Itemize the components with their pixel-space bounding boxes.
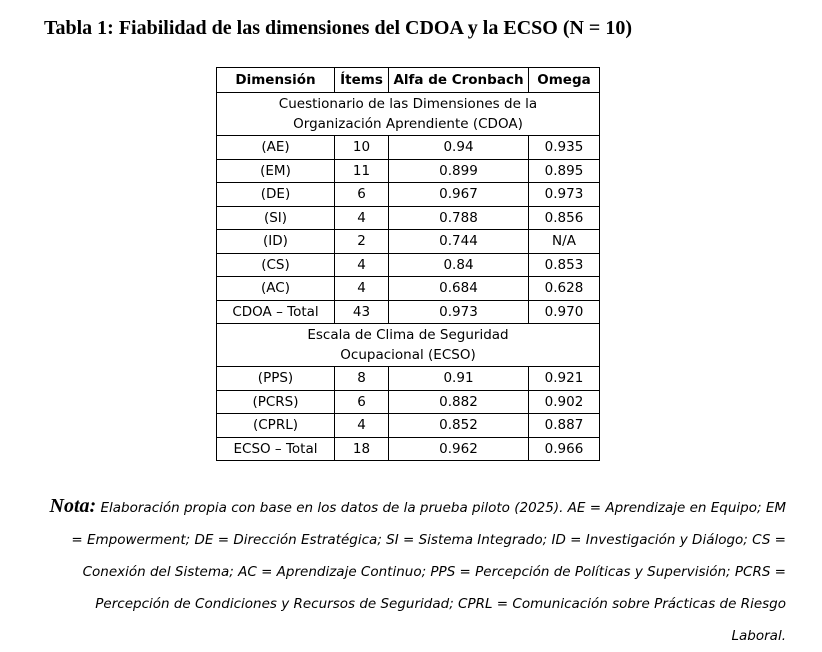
cell-items: 4 [335,253,389,277]
table-row [217,230,600,254]
cell-items: 4 [335,277,389,301]
table-note [40,490,786,652]
cell-omega: 0.966 [529,437,600,461]
header-dimension: Dimensión [217,68,335,93]
cell-dimension: (PPS) [217,367,335,391]
cell-items: 43 [335,300,389,324]
cell-cronbach-alpha: 0.852 [389,414,529,438]
cell-omega: 0.921 [529,367,600,391]
table-row [217,253,600,277]
cell-cronbach-alpha: 0.91 [389,367,529,391]
section-header-row [217,93,600,136]
cell-dimension: (PCRS) [217,390,335,414]
cell-cronbach-alpha: 0.684 [389,277,529,301]
table-row [217,367,600,391]
cell-items: 2 [335,230,389,254]
section-label-line1: Cuestionario de las Dimensiones de la [278,96,538,112]
section-header-row [217,324,600,367]
cell-items: 8 [335,367,389,391]
cell-omega: 0.973 [529,183,600,207]
reliability-table [216,67,600,461]
cell-cronbach-alpha: 0.882 [389,390,529,414]
table-header-row [217,68,600,93]
cell-cronbach-alpha: 0.973 [389,300,529,324]
cell-cronbach-alpha: 0.962 [389,437,529,461]
table-row [217,277,600,301]
cell-dimension: (EM) [217,159,335,183]
note-text: Elaboración propia con base en los datos de la prueba piloto (2025). AE = Aprendizaje en Equipo; EM = Empowerment; DE = Dirección Estratégica; SI = Sistema Integrado; ID = Investigación y Diálogo; CS = Conexión del Sistema; AC = Aprendizaje Continuo; PPS = Percepción de Políticas y Supervisión; PCRS = Percepción de Condiciones y Recursos de Seguridad; CPRL = Comunicación sobre Prácticas de Riesgo Laboral. [71,500,786,644]
table-body [217,93,600,461]
cell-omega: 0.935 [529,136,600,160]
cell-cronbach-alpha: 0.84 [389,253,529,277]
cell-dimension: ECSO – Total [217,437,335,461]
cell-dimension: (DE) [217,183,335,207]
header-cronbach-alpha: Alfa de Cronbach [389,68,529,93]
section-label [217,324,600,367]
table-row [217,437,600,461]
table-row [217,206,600,230]
cell-dimension: (SI) [217,206,335,230]
cell-dimension: (CPRL) [217,414,335,438]
cell-items: 4 [335,206,389,230]
header-items: Ítems [335,68,389,93]
cell-cronbach-alpha: 0.94 [389,136,529,160]
cell-dimension: (AE) [217,136,335,160]
cell-cronbach-alpha: 0.899 [389,159,529,183]
section-label [217,93,600,136]
cell-cronbach-alpha: 0.788 [389,206,529,230]
cell-omega: 0.856 [529,206,600,230]
table-title: Tabla 1: Fiabilidad de las dimensiones del CDOA y la ECSO (N = 10) [44,17,632,39]
cell-cronbach-alpha: 0.744 [389,230,529,254]
table-row [217,390,600,414]
header-omega: Omega [529,68,600,93]
cell-items: 6 [335,183,389,207]
cell-items: 10 [335,136,389,160]
cell-dimension: (ID) [217,230,335,254]
cell-omega: 0.895 [529,159,600,183]
section-label-line2: Organización Aprendiente (CDOA) [293,116,523,132]
table-row [217,136,600,160]
section-label-line1: Escala de Clima de Seguridad [307,327,509,343]
cell-omega: 0.853 [529,253,600,277]
note-label: Nota: [49,495,97,517]
cell-omega: 0.887 [529,414,600,438]
table-row [217,159,600,183]
cell-cronbach-alpha: 0.967 [389,183,529,207]
table-row [217,414,600,438]
cell-dimension: (AC) [217,277,335,301]
cell-items: 6 [335,390,389,414]
table-row [217,183,600,207]
cell-items: 4 [335,414,389,438]
cell-omega: N/A [529,230,600,254]
cell-items: 11 [335,159,389,183]
cell-dimension: (CS) [217,253,335,277]
section-label-line2: Ocupacional (ECSO) [340,347,476,363]
cell-omega: 0.902 [529,390,600,414]
cell-omega: 0.628 [529,277,600,301]
cell-items: 18 [335,437,389,461]
cell-omega: 0.970 [529,300,600,324]
cell-dimension: CDOA – Total [217,300,335,324]
table-row [217,300,600,324]
